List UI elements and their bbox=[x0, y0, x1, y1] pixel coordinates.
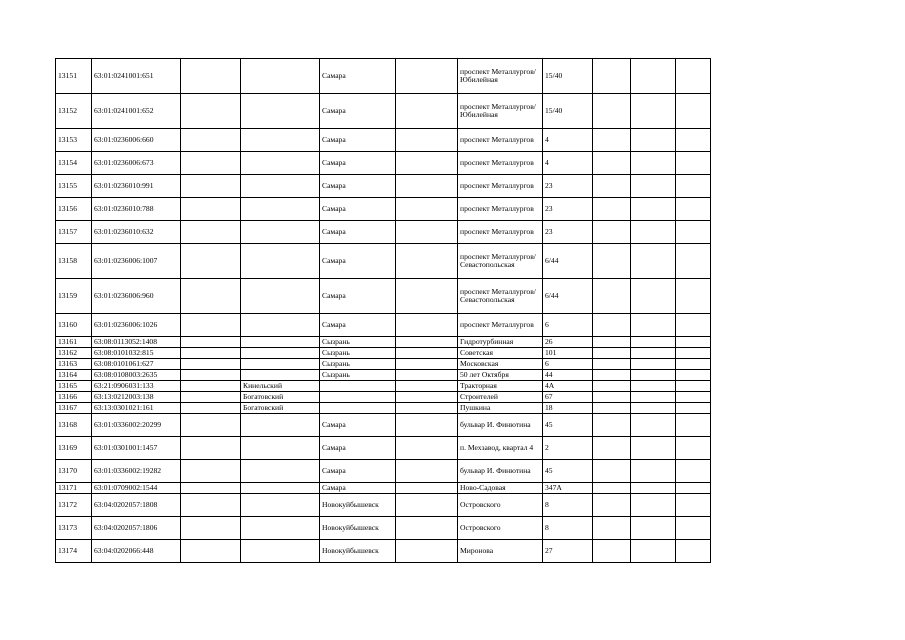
cell-house: 8 bbox=[543, 494, 593, 517]
cell-city: Самара bbox=[320, 244, 396, 279]
cell-empty bbox=[676, 392, 711, 403]
cell-district bbox=[241, 244, 320, 279]
cell-empty bbox=[631, 337, 676, 348]
cell-number: 13171 bbox=[56, 483, 92, 494]
cell-district bbox=[241, 348, 320, 359]
cell-empty bbox=[676, 198, 711, 221]
cell-empty bbox=[396, 437, 458, 460]
cell-empty bbox=[593, 129, 631, 152]
cell-city: Самара bbox=[320, 483, 396, 494]
cell-empty bbox=[593, 517, 631, 540]
cell-number: 13164 bbox=[56, 370, 92, 381]
cell-house: 6/44 bbox=[543, 244, 593, 279]
cell-house: 23 bbox=[543, 198, 593, 221]
cell-empty bbox=[396, 221, 458, 244]
cell-empty bbox=[631, 152, 676, 175]
cell-empty bbox=[676, 244, 711, 279]
table-row bbox=[56, 460, 711, 483]
cell-empty bbox=[181, 221, 241, 244]
cell-house: 23 bbox=[543, 221, 593, 244]
cell-street: бульвар И. Финютина bbox=[458, 460, 543, 483]
cell-number: 13167 bbox=[56, 403, 92, 414]
cell-city: Самара bbox=[320, 198, 396, 221]
cell-empty bbox=[676, 483, 711, 494]
cell-empty bbox=[181, 129, 241, 152]
cell-city: Сызрань bbox=[320, 337, 396, 348]
cell-empty bbox=[593, 175, 631, 198]
cell-district bbox=[241, 314, 320, 337]
cell-house: 67 bbox=[543, 392, 593, 403]
cell-district bbox=[241, 337, 320, 348]
cell-empty bbox=[631, 359, 676, 370]
cell-empty bbox=[396, 152, 458, 175]
cell-empty bbox=[181, 175, 241, 198]
cell-cadastral-number: 63:01:0336002:20299 bbox=[92, 414, 181, 437]
table-row bbox=[56, 129, 711, 152]
cell-number: 13155 bbox=[56, 175, 92, 198]
cell-empty bbox=[593, 370, 631, 381]
cell-empty bbox=[631, 460, 676, 483]
cell-number: 13162 bbox=[56, 348, 92, 359]
cell-empty bbox=[676, 494, 711, 517]
cell-empty bbox=[631, 414, 676, 437]
cell-empty bbox=[593, 359, 631, 370]
cell-empty bbox=[593, 152, 631, 175]
cell-empty bbox=[631, 59, 676, 94]
cell-street: Советская bbox=[458, 348, 543, 359]
cell-street: п. Мехзавод, квартал 4 bbox=[458, 437, 543, 460]
cell-cadastral-number: 63:04:0202066:448 bbox=[92, 540, 181, 563]
table-row bbox=[56, 381, 711, 392]
cell-city: Сызрань bbox=[320, 348, 396, 359]
cell-empty bbox=[676, 129, 711, 152]
cell-district bbox=[241, 494, 320, 517]
table-row bbox=[56, 279, 711, 314]
cell-street: проспект Металлургов/Юбилейная bbox=[458, 59, 543, 94]
cell-empty bbox=[181, 359, 241, 370]
cell-empty bbox=[396, 94, 458, 129]
cell-empty bbox=[396, 279, 458, 314]
cell-empty bbox=[593, 403, 631, 414]
cell-street: проспект Металлургов bbox=[458, 152, 543, 175]
cell-empty bbox=[593, 221, 631, 244]
cell-street: Московская bbox=[458, 359, 543, 370]
cell-empty bbox=[181, 198, 241, 221]
cell-empty bbox=[593, 392, 631, 403]
cell-street: проспект Металлургов bbox=[458, 198, 543, 221]
cell-cadastral-number: 63:01:0236006:1007 bbox=[92, 244, 181, 279]
cell-cadastral-number: 63:13:0301021:161 bbox=[92, 403, 181, 414]
table-row bbox=[56, 517, 711, 540]
cell-house: 6 bbox=[543, 314, 593, 337]
cell-street: Островского bbox=[458, 494, 543, 517]
cell-city: Новокуйбышевск bbox=[320, 494, 396, 517]
cell-street: Пушкина bbox=[458, 403, 543, 414]
cell-empty bbox=[181, 494, 241, 517]
cell-city: Самара bbox=[320, 129, 396, 152]
cell-empty bbox=[593, 348, 631, 359]
cell-city bbox=[320, 381, 396, 392]
cell-empty bbox=[631, 370, 676, 381]
cell-street: Строителей bbox=[458, 392, 543, 403]
cell-empty bbox=[181, 414, 241, 437]
table-row bbox=[56, 221, 711, 244]
cell-street: Гидротурбинная bbox=[458, 337, 543, 348]
cell-empty bbox=[676, 403, 711, 414]
cell-empty bbox=[593, 460, 631, 483]
cell-empty bbox=[396, 244, 458, 279]
cell-number: 13170 bbox=[56, 460, 92, 483]
cell-empty bbox=[676, 540, 711, 563]
cell-house: 15/40 bbox=[543, 59, 593, 94]
cell-empty bbox=[181, 279, 241, 314]
cell-empty bbox=[676, 337, 711, 348]
cell-city: Самара bbox=[320, 94, 396, 129]
cell-street: бульвар И. Финютина bbox=[458, 414, 543, 437]
cell-street: проспект Металлургов/Севастопольская bbox=[458, 244, 543, 279]
cell-empty bbox=[593, 494, 631, 517]
cell-empty bbox=[181, 517, 241, 540]
cell-empty bbox=[181, 483, 241, 494]
cell-empty bbox=[676, 314, 711, 337]
cell-street: 50 лет Октября bbox=[458, 370, 543, 381]
table-row bbox=[56, 483, 711, 494]
cell-empty bbox=[676, 175, 711, 198]
cell-house: 45 bbox=[543, 460, 593, 483]
cell-empty bbox=[181, 337, 241, 348]
cell-house: 4 bbox=[543, 129, 593, 152]
cell-street: Островского bbox=[458, 517, 543, 540]
cell-cadastral-number: 63:04:0202057:1808 bbox=[92, 494, 181, 517]
cell-empty bbox=[676, 348, 711, 359]
cell-number: 13168 bbox=[56, 414, 92, 437]
cell-empty bbox=[676, 359, 711, 370]
cell-number: 13174 bbox=[56, 540, 92, 563]
cell-number: 13172 bbox=[56, 494, 92, 517]
cell-empty bbox=[631, 314, 676, 337]
cell-empty bbox=[631, 348, 676, 359]
cell-empty bbox=[181, 392, 241, 403]
cell-house: 347А bbox=[543, 483, 593, 494]
cell-empty bbox=[593, 381, 631, 392]
cell-street: проспект Металлургов bbox=[458, 129, 543, 152]
table-row bbox=[56, 175, 711, 198]
cell-empty bbox=[593, 437, 631, 460]
cell-city: Самара bbox=[320, 437, 396, 460]
cell-district bbox=[241, 460, 320, 483]
cell-empty bbox=[593, 279, 631, 314]
cell-street: Миронова bbox=[458, 540, 543, 563]
cell-empty bbox=[396, 494, 458, 517]
cell-empty bbox=[396, 540, 458, 563]
cell-city: Сызрань bbox=[320, 370, 396, 381]
table-row bbox=[56, 348, 711, 359]
cell-empty bbox=[593, 337, 631, 348]
cell-empty bbox=[631, 279, 676, 314]
cell-city: Самара bbox=[320, 414, 396, 437]
cell-empty bbox=[396, 414, 458, 437]
cell-empty bbox=[181, 348, 241, 359]
cell-district bbox=[241, 94, 320, 129]
table-row bbox=[56, 59, 711, 94]
cell-empty bbox=[396, 59, 458, 94]
cell-empty bbox=[396, 460, 458, 483]
cell-empty bbox=[631, 221, 676, 244]
cell-empty bbox=[676, 437, 711, 460]
cell-empty bbox=[676, 370, 711, 381]
cell-empty bbox=[396, 483, 458, 494]
cell-empty bbox=[396, 359, 458, 370]
cell-district bbox=[241, 483, 320, 494]
cell-city bbox=[320, 403, 396, 414]
cell-empty bbox=[676, 414, 711, 437]
cell-street: проспект Металлургов bbox=[458, 175, 543, 198]
cell-empty bbox=[676, 381, 711, 392]
cell-number: 13169 bbox=[56, 437, 92, 460]
cell-number: 13154 bbox=[56, 152, 92, 175]
cell-street: Тракторная bbox=[458, 381, 543, 392]
cell-house: 18 bbox=[543, 403, 593, 414]
cell-empty bbox=[181, 244, 241, 279]
cell-number: 13151 bbox=[56, 59, 92, 94]
cell-house: 2 bbox=[543, 437, 593, 460]
table-row bbox=[56, 94, 711, 129]
cell-number: 13166 bbox=[56, 392, 92, 403]
cell-cadastral-number: 63:01:0301001:1457 bbox=[92, 437, 181, 460]
cell-house: 44 bbox=[543, 370, 593, 381]
cell-empty bbox=[676, 460, 711, 483]
cell-city: Самара bbox=[320, 175, 396, 198]
cell-district bbox=[241, 221, 320, 244]
cell-empty bbox=[631, 494, 676, 517]
table-row bbox=[56, 370, 711, 381]
cell-cadastral-number: 63:01:0236010:632 bbox=[92, 221, 181, 244]
cell-empty bbox=[396, 370, 458, 381]
cell-empty bbox=[396, 381, 458, 392]
cell-empty bbox=[181, 437, 241, 460]
cell-number: 13161 bbox=[56, 337, 92, 348]
cell-empty bbox=[631, 392, 676, 403]
cell-number: 13156 bbox=[56, 198, 92, 221]
cell-empty bbox=[631, 175, 676, 198]
cell-city: Сызрань bbox=[320, 359, 396, 370]
cell-empty bbox=[181, 59, 241, 94]
cell-empty bbox=[593, 414, 631, 437]
cell-cadastral-number: 63:21:0906031:133 bbox=[92, 381, 181, 392]
cell-empty bbox=[631, 437, 676, 460]
cell-house: 15/40 bbox=[543, 94, 593, 129]
cell-empty bbox=[593, 483, 631, 494]
cell-empty bbox=[676, 221, 711, 244]
cell-city bbox=[320, 392, 396, 403]
cell-cadastral-number: 63:13:0212003:138 bbox=[92, 392, 181, 403]
cell-empty bbox=[593, 94, 631, 129]
cell-empty bbox=[593, 540, 631, 563]
table-row bbox=[56, 414, 711, 437]
cell-empty bbox=[631, 483, 676, 494]
cell-district: Кинельский bbox=[241, 381, 320, 392]
table-row bbox=[56, 437, 711, 460]
cell-empty bbox=[593, 244, 631, 279]
table-row bbox=[56, 359, 711, 370]
cell-empty bbox=[396, 403, 458, 414]
cell-district bbox=[241, 198, 320, 221]
cell-empty bbox=[181, 460, 241, 483]
cell-empty bbox=[676, 279, 711, 314]
cell-empty bbox=[181, 370, 241, 381]
cell-cadastral-number: 63:01:0236006:673 bbox=[92, 152, 181, 175]
cell-house: 23 bbox=[543, 175, 593, 198]
cell-number: 13163 bbox=[56, 359, 92, 370]
cell-empty bbox=[631, 403, 676, 414]
cell-district bbox=[241, 414, 320, 437]
cell-empty bbox=[181, 403, 241, 414]
table-row bbox=[56, 152, 711, 175]
cell-empty bbox=[396, 348, 458, 359]
cell-city: Самара bbox=[320, 460, 396, 483]
cell-street: проспект Металлургов bbox=[458, 221, 543, 244]
cell-empty bbox=[396, 392, 458, 403]
cell-street: Ново-Садовая bbox=[458, 483, 543, 494]
cell-city: Самара bbox=[320, 59, 396, 94]
table-row bbox=[56, 198, 711, 221]
table-row bbox=[56, 540, 711, 563]
cell-district bbox=[241, 437, 320, 460]
cell-number: 13160 bbox=[56, 314, 92, 337]
cell-house: 27 bbox=[543, 540, 593, 563]
cell-empty bbox=[631, 540, 676, 563]
table-row bbox=[56, 244, 711, 279]
cell-cadastral-number: 63:08:0108003:2635 bbox=[92, 370, 181, 381]
cell-number: 13152 bbox=[56, 94, 92, 129]
cell-empty bbox=[181, 381, 241, 392]
cell-house: 45 bbox=[543, 414, 593, 437]
cell-empty bbox=[631, 129, 676, 152]
cell-empty bbox=[631, 244, 676, 279]
cell-district bbox=[241, 129, 320, 152]
cell-empty bbox=[631, 198, 676, 221]
cell-district bbox=[241, 370, 320, 381]
cell-house: 8 bbox=[543, 517, 593, 540]
cell-cadastral-number: 63:01:0241001:652 bbox=[92, 94, 181, 129]
cell-empty bbox=[631, 94, 676, 129]
cell-empty bbox=[676, 59, 711, 94]
cell-district bbox=[241, 152, 320, 175]
cell-empty bbox=[396, 198, 458, 221]
cell-house: 101 bbox=[543, 348, 593, 359]
cell-district bbox=[241, 175, 320, 198]
cell-district: Богатовский bbox=[241, 403, 320, 414]
cell-district bbox=[241, 359, 320, 370]
cell-number: 13165 bbox=[56, 381, 92, 392]
cell-empty bbox=[676, 152, 711, 175]
cell-street: проспект Металлургов/Севастопольская bbox=[458, 279, 543, 314]
cell-empty bbox=[181, 540, 241, 563]
cell-empty bbox=[396, 517, 458, 540]
cell-cadastral-number: 63:08:0113052:1408 bbox=[92, 337, 181, 348]
cell-house: 26 bbox=[543, 337, 593, 348]
cell-cadastral-number: 63:01:0236010:788 bbox=[92, 198, 181, 221]
cell-city: Самара bbox=[320, 152, 396, 175]
cell-number: 13157 bbox=[56, 221, 92, 244]
cell-cadastral-number: 63:01:0236010:991 bbox=[92, 175, 181, 198]
cell-number: 13159 bbox=[56, 279, 92, 314]
cell-street: проспект Металлургов bbox=[458, 314, 543, 337]
cell-empty bbox=[676, 517, 711, 540]
cell-empty bbox=[181, 94, 241, 129]
cell-district bbox=[241, 517, 320, 540]
cell-house: 6 bbox=[543, 359, 593, 370]
cell-number: 13153 bbox=[56, 129, 92, 152]
cell-empty bbox=[593, 59, 631, 94]
cell-house: 4А bbox=[543, 381, 593, 392]
cell-cadastral-number: 63:01:0241001:651 bbox=[92, 59, 181, 94]
cell-city: Новокуйбышевск bbox=[320, 517, 396, 540]
table-row bbox=[56, 494, 711, 517]
cell-empty bbox=[181, 152, 241, 175]
table-row bbox=[56, 314, 711, 337]
cell-city: Самара bbox=[320, 221, 396, 244]
cell-street: проспект Металлургов/Юбилейная bbox=[458, 94, 543, 129]
cell-empty bbox=[631, 381, 676, 392]
cell-district bbox=[241, 540, 320, 563]
cell-number: 13158 bbox=[56, 244, 92, 279]
cell-empty bbox=[396, 129, 458, 152]
cell-city: Новокуйбышевск bbox=[320, 540, 396, 563]
cell-cadastral-number: 63:01:0236006:1026 bbox=[92, 314, 181, 337]
cell-empty bbox=[396, 175, 458, 198]
cell-cadastral-number: 63:01:0709002:1544 bbox=[92, 483, 181, 494]
cell-empty bbox=[181, 314, 241, 337]
table-body bbox=[56, 59, 711, 563]
cell-house: 4 bbox=[543, 152, 593, 175]
cell-house: 6/44 bbox=[543, 279, 593, 314]
cell-cadastral-number: 63:04:0202057:1806 bbox=[92, 517, 181, 540]
cell-empty bbox=[396, 337, 458, 348]
cell-cadastral-number: 63:01:0236006:960 bbox=[92, 279, 181, 314]
cell-empty bbox=[593, 314, 631, 337]
cell-district: Богатовский bbox=[241, 392, 320, 403]
cell-city: Самара bbox=[320, 314, 396, 337]
cell-cadastral-number: 63:08:0101061:627 bbox=[92, 359, 181, 370]
cell-district bbox=[241, 59, 320, 94]
cell-city: Самара bbox=[320, 279, 396, 314]
cell-empty bbox=[676, 94, 711, 129]
cell-district bbox=[241, 279, 320, 314]
table-row bbox=[56, 392, 711, 403]
cell-empty bbox=[593, 198, 631, 221]
table-row bbox=[56, 403, 711, 414]
cell-empty bbox=[631, 517, 676, 540]
property-register-table bbox=[55, 58, 711, 563]
cell-cadastral-number: 63:01:0236006:660 bbox=[92, 129, 181, 152]
cell-cadastral-number: 63:08:0101032:815 bbox=[92, 348, 181, 359]
table-row bbox=[56, 337, 711, 348]
cell-cadastral-number: 63:01:0336002:19282 bbox=[92, 460, 181, 483]
cell-empty bbox=[396, 314, 458, 337]
cell-number: 13173 bbox=[56, 517, 92, 540]
